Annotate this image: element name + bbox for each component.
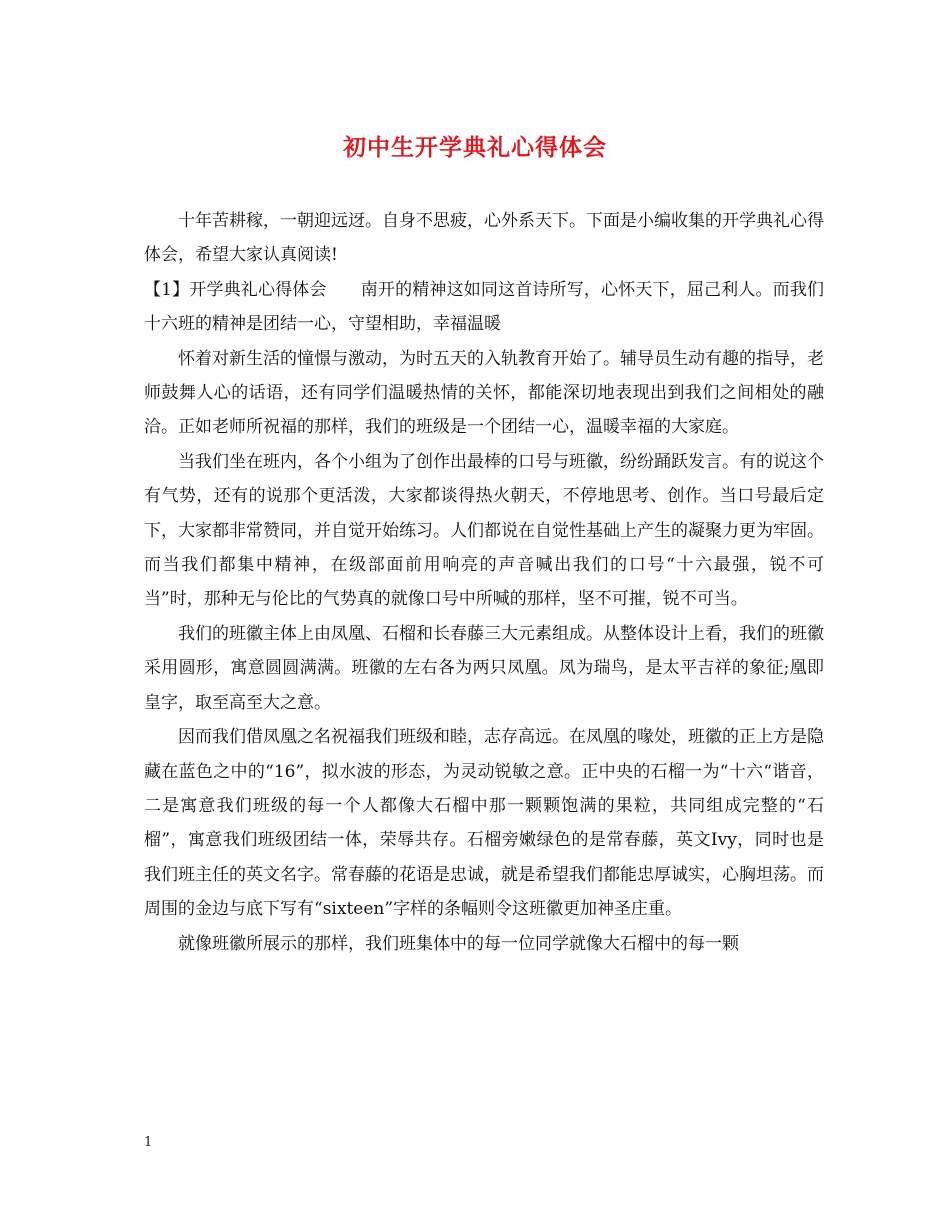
paragraph-intro: 十年苦耕稼，一朝迎远迓。自身不思疲，心外系天下。下面是小编收集的开学典礼心得体会，希望大家认真阅读! [144,211,824,266]
paragraph-body: 怀着对新生活的憧憬与激动，为时五天的入轨教育开始了。辅导员生动有趣的指导，老师鼓舞人心的话语，还有同学们温暖热情的关怀，都能深切地表现出到我们之间相处的融洽。正如老师所祝福的那样，我们的班级是一个团结一心，温暖幸福的大家庭。 [144,348,824,438]
document-title: 初中生开学典礼心得体会 [343,134,607,161]
paragraph-body: 因而我们借凤凰之名祝福我们班级和睦，志存高远。在凤凰的喙处，班徽的正上方是隐藏在蓝色之中的“16”，拟水波的形态，为灵动锐敏之意。正中央的石榴一为“十六“谐音，二是寓意我们班级的每一个人都像大石榴中那一颗颗饱满的果粒，共同组成完整的“石榴”，寓意我们班级团结一体，荣辱共存。石榴旁嫩绿色的是常春藤，英文Ivy，同时也是我们班主任的英文名字。常春藤的花语是忠诚，就是希望我们都能忠厚诚实，心胸坦荡。而周围的金边与底下写有“sixteen”字样的条幅则令这班徽更加神圣庄重。 [144,727,824,920]
paragraph-body: 就像班徽所展示的那样，我们班集体中的每一位同学就像大石榴中的每一颗 [178,933,739,954]
section-heading: 【1】开学典礼心得体会 [144,279,327,300]
section-text: 南开的精神这如同这首诗所写，心怀天下，屈己利人。而我们十六班的精神是团结一心，守望相助，幸福温暖 [144,279,824,335]
paragraph-section-1 [144,273,824,342]
paragraph-body: 当我们坐在班内，各个小组为了创作出最棒的口号与班徽，纷纷踊跃发言。有的说这个有气势，还有的说那个更活泼，大家都谈得热火朝天，不停地思考、创作。当口号最后定下，大家都非常赞同，并自觉开始练习。人们都说在自觉性基础上产生的凝聚力更为牢固。而当我们都集中精神，在级部面前用响亮的声音喊出我们的口号“十六最强，锐不可当”时，那种无与伦比的气势真的就像口号中所喊的那样，坚不可摧，锐不可当。 [144,451,824,610]
document-body [144,204,824,961]
paragraph-body: 我们的班徽主体上由凤凰、石榴和长春藤三大元素组成。从整体设计上看，我们的班徽采用圆形，寓意圆圆满满。班徽的左右各为两只凤凰。凤为瑞鸟，是太平吉祥的象征;凰即皇字，取至高至大之意。 [144,623,824,713]
page-number: 1 [144,1135,153,1150]
